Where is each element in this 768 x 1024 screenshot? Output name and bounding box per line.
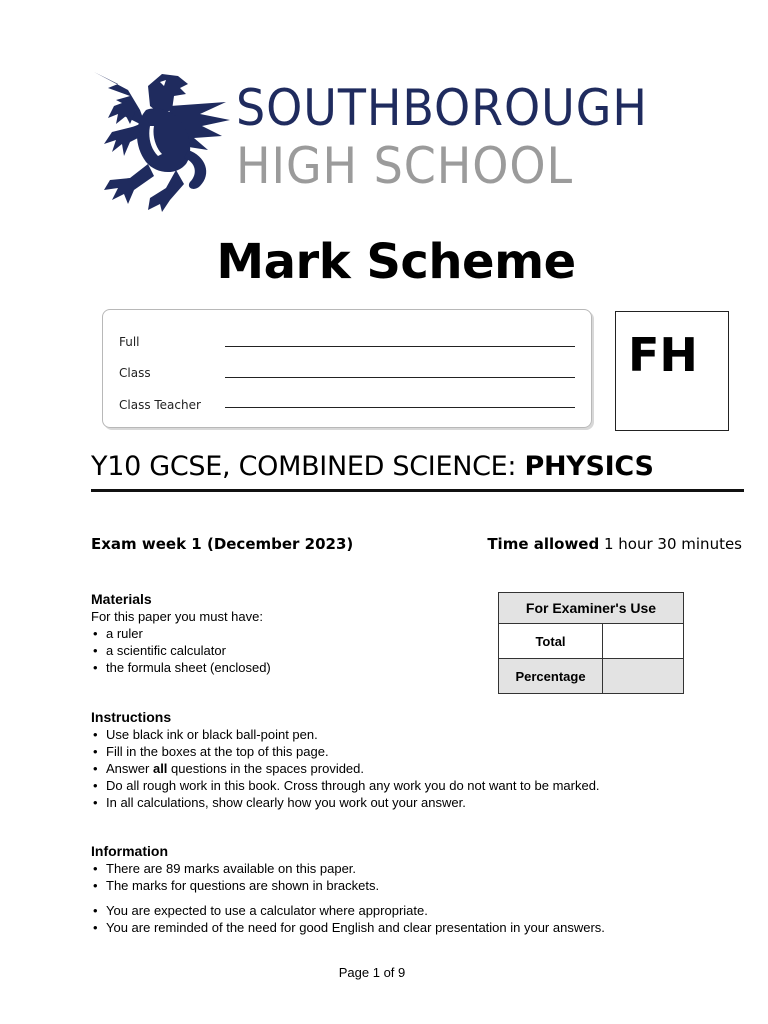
information-heading: Information [91,843,168,859]
answer-all-before: Answer [106,761,153,776]
list-item: • In all calculations, show clearly how you work out your answer. [91,794,600,811]
list-item: • Use black ink or black ball-point pen. [91,726,600,743]
time-allowed [487,535,742,553]
exam-week: Exam week 1 (December 2023) [91,535,354,553]
examiner-table-heading: For Examiner's Use [499,593,684,624]
instructions-heading: Instructions [91,709,172,725]
list-item: • a ruler [91,625,271,642]
class-teacher-label: Class Teacher [119,398,201,412]
class-field[interactable] [225,377,575,378]
school-name-line1: SOUTHBOROUGH [236,79,648,137]
list-item: • Fill in the boxes at the top of this page. [91,743,600,760]
subject-heading [91,449,654,485]
list-item: • You are expected to use a calculator where appropriate. [91,902,605,919]
heading-divider [91,489,744,492]
materials-heading: Materials [91,591,152,607]
answer-all-after: questions in the spaces provided. [167,761,365,776]
time-allowed-label: Time allowed [487,535,600,553]
materials-list [91,625,271,676]
griffin-crest-icon [90,66,232,212]
list-item: • You are reminded of the need for good English and clear presentation in your answers. [91,919,605,936]
percentage-label: Percentage [499,659,603,694]
total-label: Total [499,624,603,659]
instructions-list [91,726,600,811]
examiner-use-table [498,592,684,694]
list-item: • the formula sheet (enclosed) [91,659,271,676]
page-number: Page 1 of 9 [338,965,406,980]
total-value-cell[interactable] [603,624,684,659]
school-name-line2: HIGH SCHOOL [236,137,574,195]
class-teacher-field[interactable] [225,407,575,408]
information-list [91,860,379,894]
list-item [91,760,600,777]
full-name-label: Full [119,335,140,349]
tier-box [615,311,729,431]
list-item: • There are 89 marks available on this paper. [91,860,379,877]
tier-label: FH [628,328,698,382]
list-item: • Do all rough work in this book. Cross through any work you do not want to be marked. [91,777,600,794]
percentage-value-cell[interactable] [603,659,684,694]
student-details-box [102,309,592,428]
full-name-field[interactable] [225,346,575,347]
list-item: • a scientific calculator [91,642,271,659]
list-item: • The marks for questions are shown in brackets. [91,877,379,894]
information-list-continued [91,902,605,936]
time-allowed-value: 1 hour 30 minutes [599,535,742,553]
materials-intro: For this paper you must have: [91,609,263,624]
subject-prefix: Y10 GCSE, COMBINED SCIENCE: [91,451,525,482]
class-label: Class [119,366,151,380]
subject-name: PHYSICS [524,451,654,482]
document-title: Mark Scheme [216,234,576,290]
answer-all-emphasis: all [152,761,168,776]
